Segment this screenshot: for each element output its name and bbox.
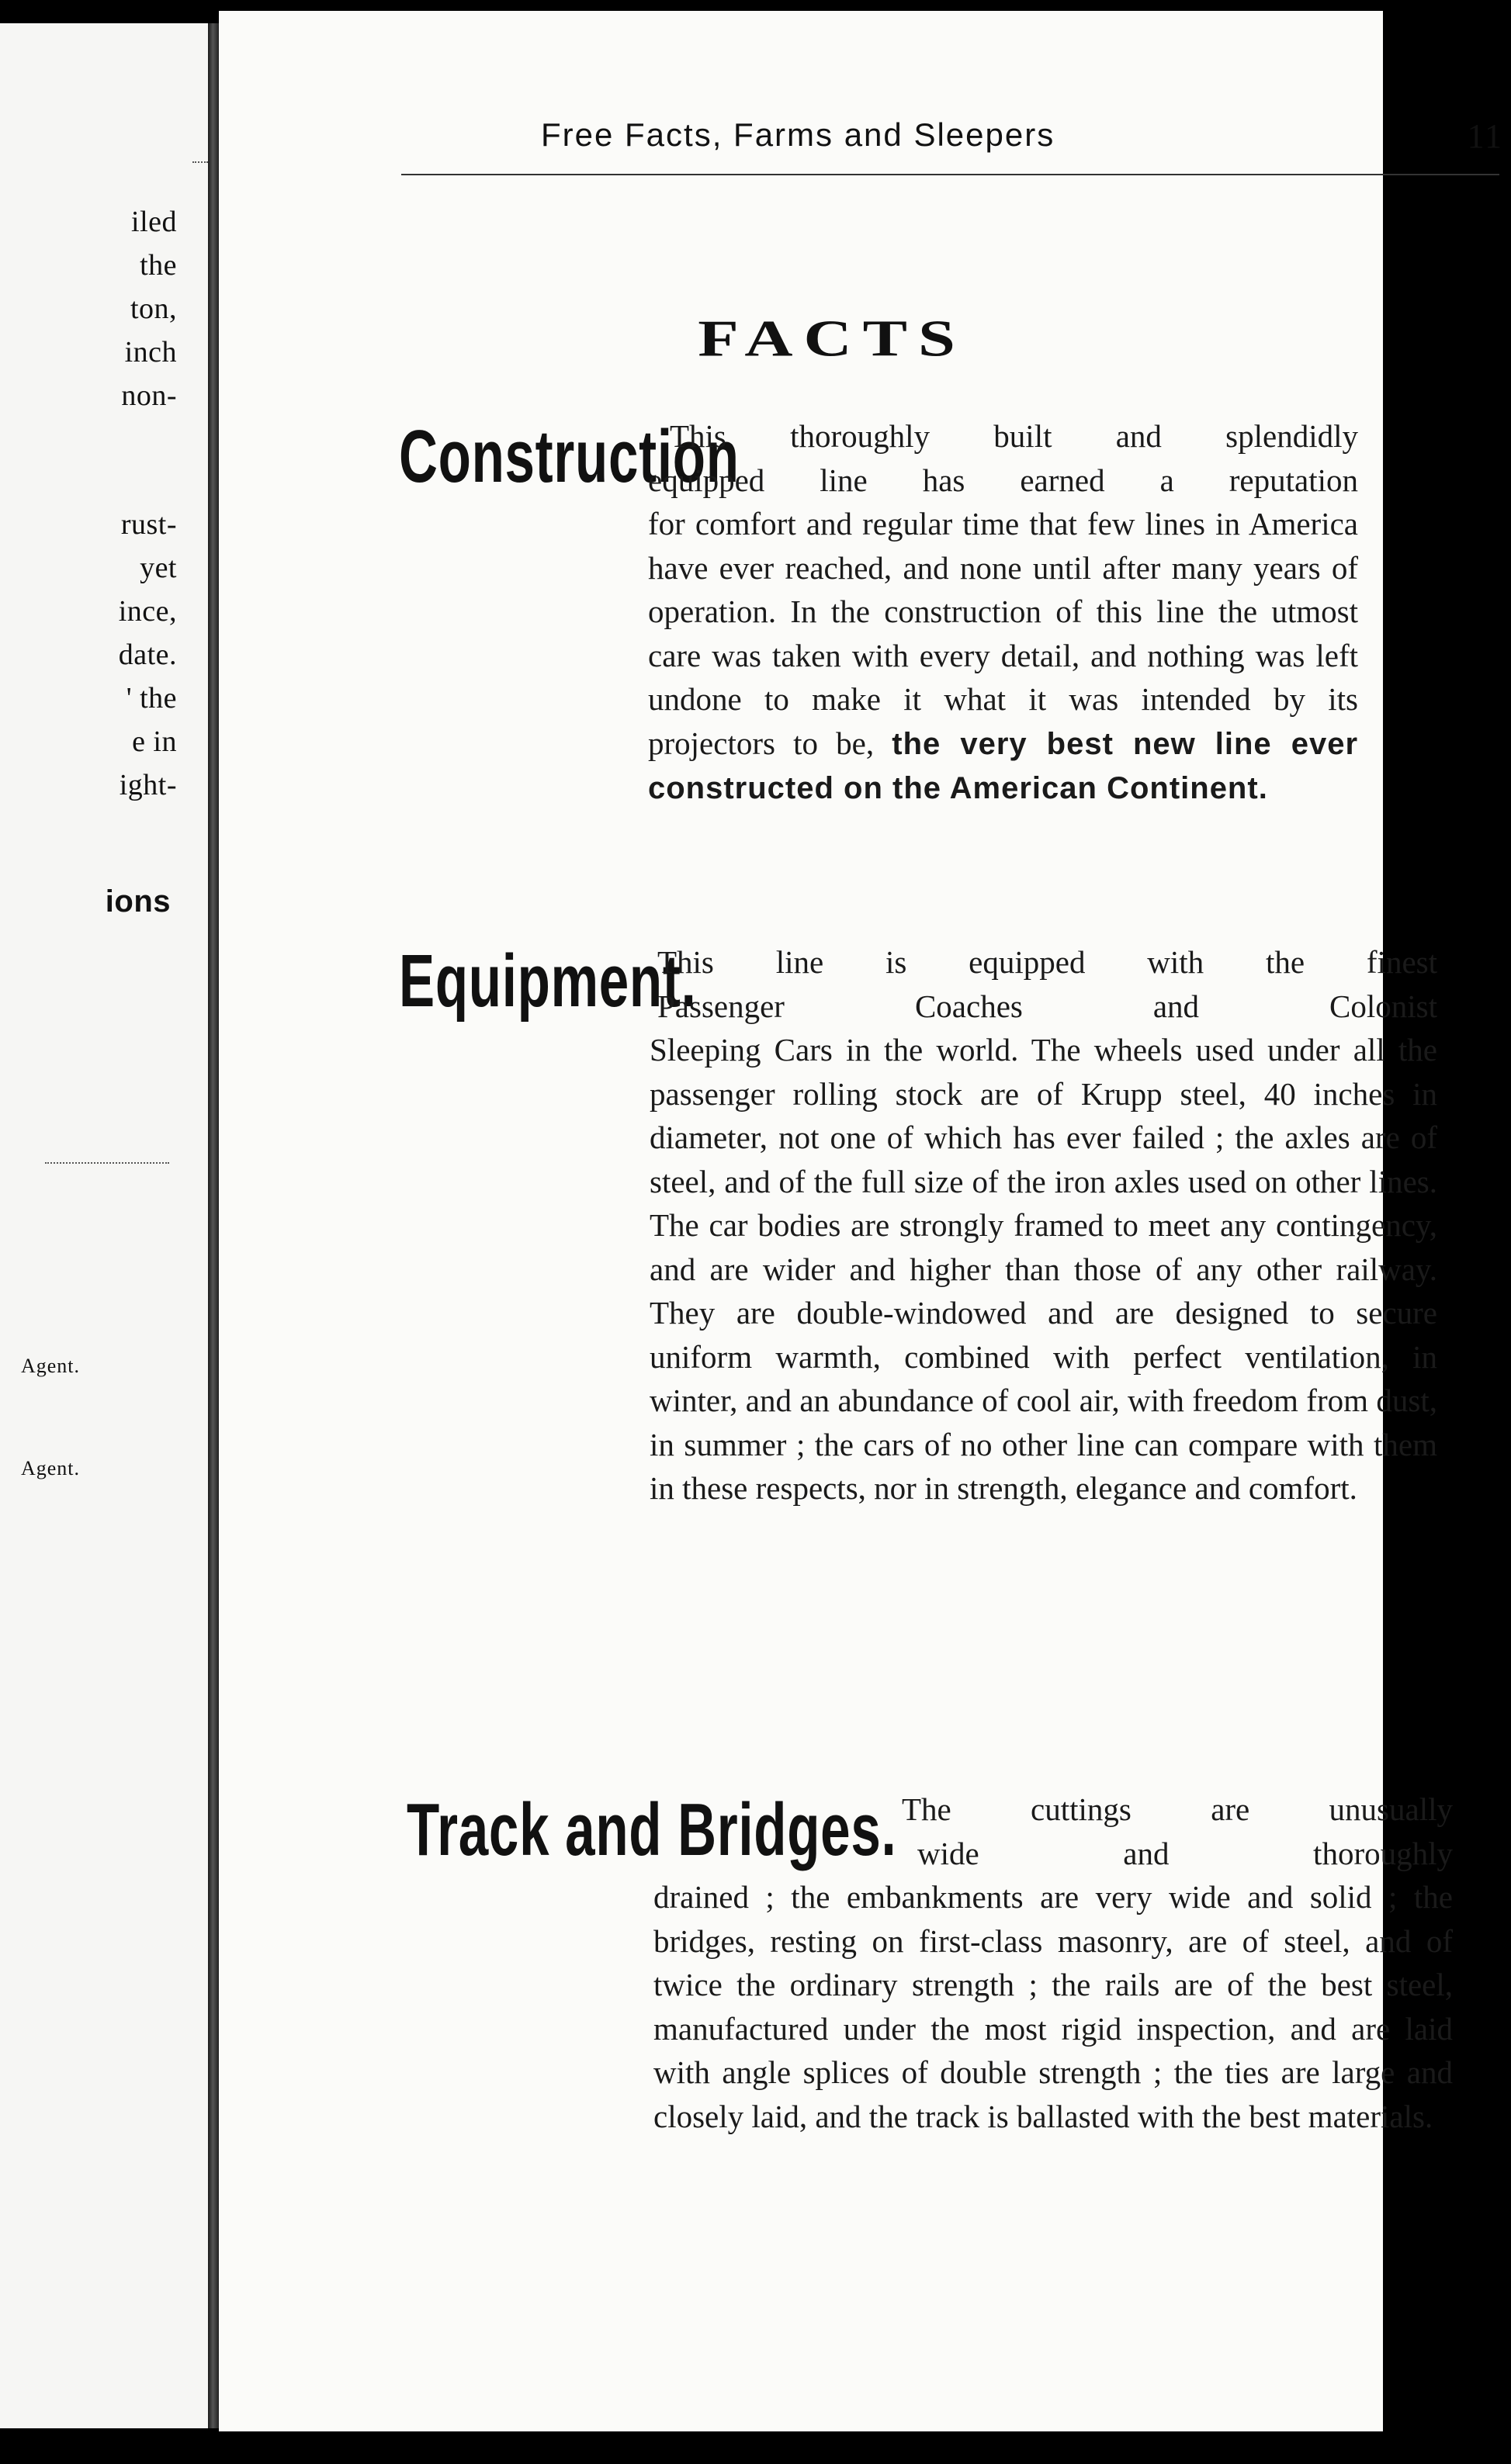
first-line: The cuttings are unusually (902, 1791, 1453, 1827)
left-dotted-rule (45, 1162, 169, 1164)
left-line: the (140, 249, 177, 282)
section-body (648, 414, 1358, 502)
section-heading: Construction (399, 415, 740, 498)
left-top-rule (192, 161, 208, 163)
header-rule (401, 174, 1499, 175)
equipment-body (650, 1028, 1437, 1511)
agent-label: Agent. (20, 1457, 80, 1479)
first-line: This thoroughly built and splendidly (670, 418, 1358, 454)
second-line: wide and thoroughly (917, 1835, 1453, 1871)
book-page (219, 11, 1503, 2431)
section-body (648, 502, 1358, 811)
left-line: yet (140, 552, 177, 584)
section-heading: Equipment. (399, 940, 697, 1023)
body-text: for comfort and regular time that few lines in America have ever reached, and none until after many years of operation. In the construction of this line the utmost care was taken with every detail, and nothing was left undone to make it what it was intended by its projectors to be, (648, 506, 1358, 761)
body-text: drained ; the embankments are very wide and solid ; the bridges, resting on first-class masonry, are of steel, and of twice the ordinary strength ; the rails are of the best steel, manufactured under the most rigid inspection, and are laid with angle splices of double strength ; the ties are large and closely laid, and the track is ballasted with the best materials. (653, 1879, 1453, 2134)
previous-page-fragment (0, 23, 208, 2428)
track-body (653, 1875, 1453, 2138)
left-line: inch (124, 336, 177, 369)
second-line: equipped line has earned a reputation (648, 462, 1358, 498)
left-line: non- (121, 379, 177, 412)
page-number: 11 (1467, 117, 1503, 155)
left-line: e in (132, 725, 177, 758)
first-line: This line is equipped with the finest (657, 944, 1437, 980)
page-title: FACTS (698, 309, 966, 368)
left-line: ince, (118, 595, 177, 628)
left-line: rust- (120, 508, 177, 541)
second-line: Passenger Coaches and Colonist (657, 988, 1437, 1024)
left-line: ' the (126, 682, 177, 715)
running-title: Free Facts, Farms and Sleepers (541, 116, 1055, 153)
book-spine (208, 23, 219, 2428)
bottom-edge (0, 2431, 1412, 2464)
left-line: iled (131, 206, 177, 238)
left-heading-fragment: ions (105, 884, 171, 919)
section-body (902, 1787, 1453, 1875)
emphasis-text: the very best new line ever constructed on the American Continent. (648, 726, 1359, 805)
left-line: ton, (130, 292, 177, 325)
section-heading: Track and Bridges. (407, 1788, 897, 1871)
body-text: Sleeping Cars in the world. The wheels used under all the passenger rolling stock are of Krupp steel, 40 inches in diameter, not one of which has ever failed ; the axles are of steel, and of the full size of the iron axles used on other lines. The car bodies are strongly framed to meet any contingency, and are wider and higher than those of any other railway. They are double-windowed and are designed to secure uniform warmth, combined with perfect ventilation, in winter, and an abundance of cool air, with freedom from dust, in summer ; the cars of no other line can compare with them in these respects, nor in strength, elegance and comfort. (650, 1032, 1437, 1506)
section-body (657, 940, 1437, 1028)
left-line: date. (118, 638, 177, 671)
agent-label: Agent. (20, 1355, 80, 1377)
left-line: ight- (119, 769, 177, 801)
